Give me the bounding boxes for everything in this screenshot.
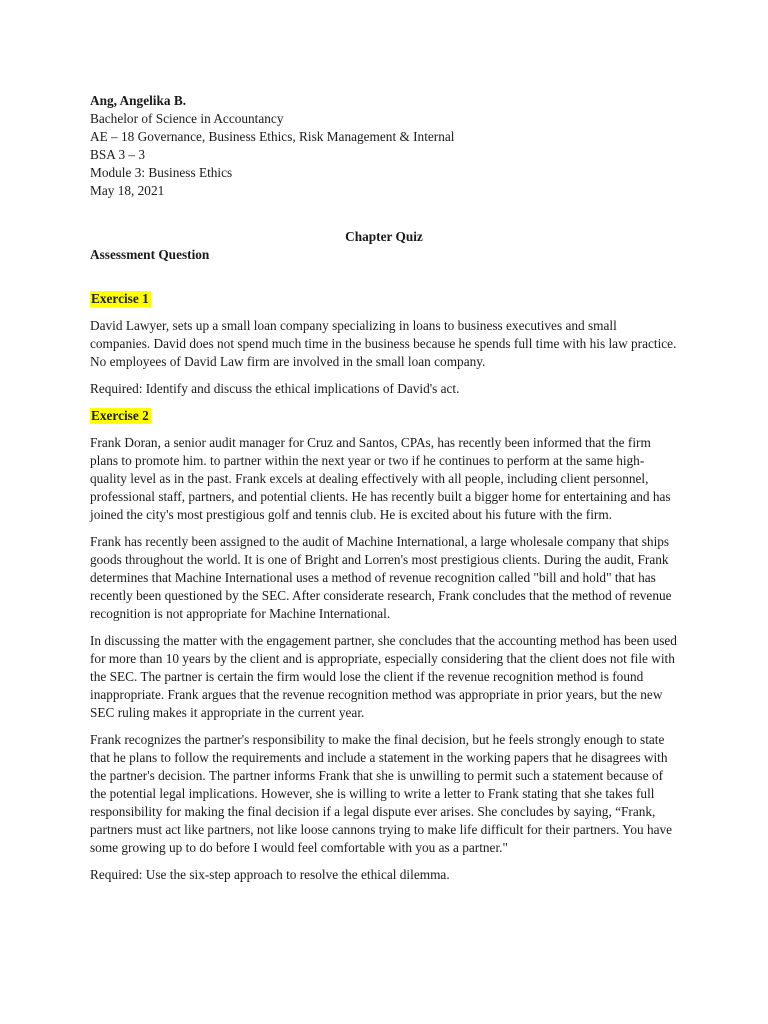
student-name: Ang, Angelika B. <box>90 93 187 108</box>
course-title: AE – 18 Governance, Business Ethics, Risk Management & Internal <box>90 129 455 144</box>
exercise-1-heading <box>90 290 678 308</box>
exercise-1 <box>90 290 678 398</box>
highlighted-heading: Exercise 1 <box>91 291 149 306</box>
exercise-2-required: Required: Use the six-step approach to resolve the ethical dilemma. <box>90 867 450 882</box>
header-block <box>90 92 678 200</box>
highlighted-heading: Exercise 2 <box>91 408 149 423</box>
date: May 18, 2021 <box>90 183 165 198</box>
exercise-1-paragraph: David Lawyer, sets up a small loan company specializing in loans to business executives and small companies. David does not spend much time in the business because he spends full time with his law practice. No employees of David Law firm are involved in the small loan company. <box>90 318 677 369</box>
section-subtitle: Assessment Question <box>90 247 210 262</box>
exercise-2 <box>90 407 678 884</box>
degree-program: Bachelor of Science in Accountancy <box>90 111 284 126</box>
module-title: Module 3: Business Ethics <box>90 165 233 180</box>
exercise-2-paragraph: Frank recognizes the partner's responsibility to make the final decision, but he feels strongly enough to state that he plans to follow the requirements and include a statement in the working papers that he disagrees with the partner's decision. The partner informs Frank that she is unwilling to permit such a statement because of the potential legal implications. However, she is willing to write a letter to Frank stating that she takes full responsibility for making the final decision if a legal dispute ever arises. She concludes by saying, “Frank, partners must act like partners, not like loose cannons trying to make life difficult for their partners. You have some growing up to do before I would feel comfortable with you as a partner." <box>90 732 673 855</box>
document-page <box>90 92 678 893</box>
exercise-2-heading <box>90 407 678 425</box>
page-title: Chapter Quiz <box>345 229 423 244</box>
section: BSA 3 – 3 <box>90 147 146 162</box>
exercise-1-required: Required: Identify and discuss the ethical implications of David's act. <box>90 381 460 396</box>
exercise-2-paragraph: Frank has recently been assigned to the audit of Machine International, a large wholesale company that ships goods throughout the world. It is one of Bright and Lorren's most prestigious clients. During the audit, Frank determines that Machine International uses a method of revenue recognition called "bill and hold" that has recently been questioned by the SEC. After considerate research, Frank concludes that the method of revenue recognition is not appropriate for Machine International. <box>90 534 672 621</box>
exercise-2-paragraph: In discussing the matter with the engagement partner, she concludes that the accounting method has been used for more than 10 years by the client and is appropriate, especially considering that the client does not file with the SEC. The partner is certain the firm would lose the client if the revenue recognition method is found inappropriate. Frank argues that the revenue recognition method was appropriate in prior years, but the new SEC ruling makes it appropriate in the current year. <box>90 633 677 720</box>
exercise-2-paragraph: Frank Doran, a senior audit manager for Cruz and Santos, CPAs, has recently been informed that the firm plans to promote him. to partner within the next year or two if he continues to perform at the same high-quality level as in the past. Frank excels at dealing effectively with all people, including client personnel, professional staff, partners, and potential clients. He has recently built a bigger home for entertaining and has joined the city's most prestigious golf and tennis club. He is excited about his future with the firm. <box>90 435 671 522</box>
